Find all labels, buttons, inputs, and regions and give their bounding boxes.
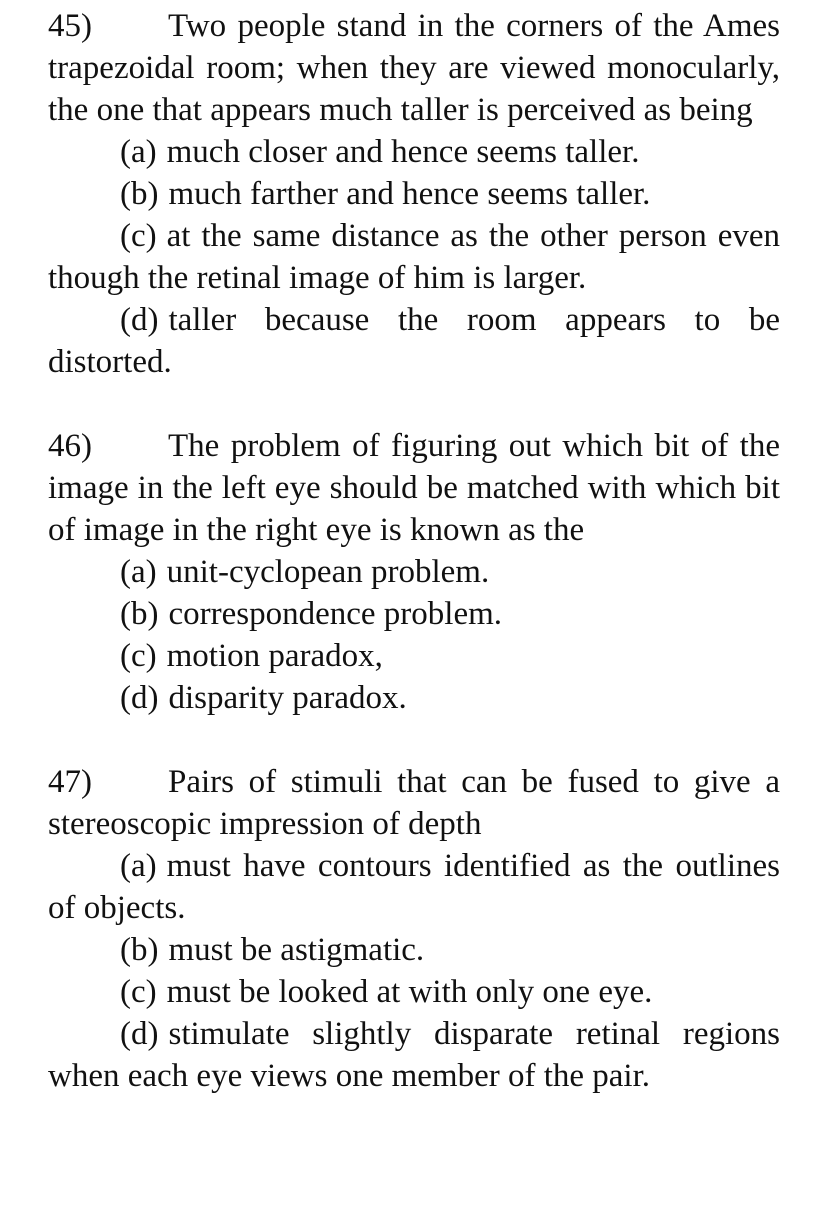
option-text: taller because the room appears to be distorted.: [48, 302, 780, 380]
question-number: 46): [48, 428, 92, 464]
option-text: disparity paradox.: [168, 680, 407, 716]
option-letter: (d): [120, 680, 159, 716]
question-text: Two people stand in the corners of the Ames trapezoidal room; when they are viewed monocularly, the one that appears much taller is perceived as being: [48, 8, 780, 128]
option-c: [48, 215, 780, 299]
option-letter: (b): [120, 596, 159, 632]
option-text: much farther and hence seems taller.: [168, 176, 651, 212]
option-text: stimulate slightly disparate retinal regions when each eye views one member of the pair.: [48, 1016, 780, 1094]
option-letter: (b): [120, 176, 159, 212]
option-text: must be astigmatic.: [168, 932, 425, 968]
option-c: [48, 635, 780, 677]
question-number: 45): [48, 8, 92, 44]
option-letter: (c): [120, 638, 157, 674]
option-b: [48, 929, 780, 971]
option-text: must be looked at with only one eye.: [166, 974, 653, 1010]
question-number: 47): [48, 764, 92, 800]
question-text: The problem of figuring out which bit of the image in the left eye should be matched with which bit of image in the right eye is known as the: [48, 428, 780, 548]
option-letter: (a): [120, 848, 157, 884]
option-text: must have contours identified as the outlines of objects.: [48, 848, 780, 926]
document-page: [48, 5, 780, 1097]
question-45: [48, 5, 780, 383]
option-text: correspondence problem.: [168, 596, 503, 632]
option-d: [48, 1013, 780, 1097]
option-a: [48, 845, 780, 929]
option-letter: (b): [120, 932, 159, 968]
question-text: Pairs of stimuli that can be fused to give a stereoscopic impression of depth: [48, 764, 780, 842]
option-letter: (a): [120, 134, 157, 170]
option-b: [48, 593, 780, 635]
option-text: much closer and hence seems taller.: [166, 134, 640, 170]
option-a: [48, 551, 780, 593]
question-stem: [48, 5, 780, 131]
question-47: [48, 761, 780, 1097]
option-text: unit-cyclopean problem.: [166, 554, 490, 590]
option-b: [48, 173, 780, 215]
option-d: [48, 299, 780, 383]
question-stem: [48, 425, 780, 551]
option-letter: (d): [120, 1016, 159, 1052]
option-a: [48, 131, 780, 173]
option-text: motion paradox,: [166, 638, 383, 674]
question-46: [48, 425, 780, 719]
option-d: [48, 677, 780, 719]
option-letter: (a): [120, 554, 157, 590]
option-letter: (d): [120, 302, 159, 338]
option-c: [48, 971, 780, 1013]
option-letter: (c): [120, 974, 157, 1010]
option-letter: (c): [120, 218, 157, 254]
question-stem: [48, 761, 780, 845]
option-text: at the same distance as the other person even though the retinal image of him is larger.: [48, 218, 780, 296]
